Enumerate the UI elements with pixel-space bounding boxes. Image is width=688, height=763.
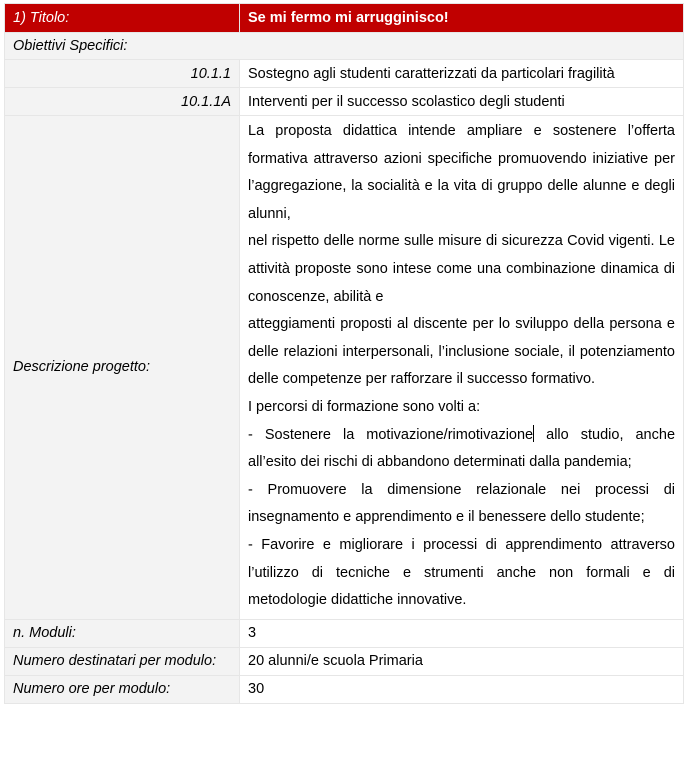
objective-row <box>5 88 684 116</box>
title-row <box>5 4 684 33</box>
description-text: - Sostenere la motivazione/rimotivazione <box>248 426 534 443</box>
description-text: allo studio, anche all’esito dei rischi di abbandono determinati dalla pandemia; <box>248 426 676 471</box>
hours-label: Numero ore per modulo: <box>5 675 240 703</box>
objective-text: Interventi per il successo scolastico degli studenti <box>240 88 684 116</box>
objectives-label: Obiettivi Specifici: <box>5 33 684 60</box>
description-cell[interactable] <box>240 116 684 620</box>
modules-row <box>5 619 684 647</box>
description-paragraph: atteggiamenti proposti al discente per lo sviluppo della persona e delle relazioni interpersonali, l’inclusione sociale, il potenziamento delle competenze per rafforzare il successo formativo. <box>248 316 675 388</box>
modules-label: n. Moduli: <box>5 619 240 647</box>
project-table <box>4 3 684 704</box>
description-paragraph: - Promuovere la dimensione relazionale nei processi di insegnamento e apprendimento e il benessere dello studente; <box>248 481 675 526</box>
objective-row <box>5 60 684 88</box>
description-paragraph: - Favorire e migliorare i processi di apprendimento attraverso l’utilizzo di tecniche e strumenti anche non formali e di metodologie didattiche innovative. <box>248 536 675 609</box>
recipients-row <box>5 647 684 675</box>
recipients-value: 20 alunni/e scuola Primaria <box>240 647 684 675</box>
objective-text: Sostegno agli studenti caratterizzati da particolari fragilità <box>240 60 684 88</box>
title-value: Se mi fermo mi arrugginisco! <box>240 4 684 33</box>
hours-row <box>5 675 684 703</box>
description-paragraph <box>248 422 675 477</box>
recipients-label: Numero destinatari per modulo: <box>5 647 240 675</box>
title-label: 1) Titolo: <box>5 4 240 33</box>
objectives-row <box>5 33 684 60</box>
hours-value: 30 <box>240 675 684 703</box>
description-label: Descrizione progetto: <box>5 116 240 620</box>
description-paragraph: I percorsi di formazione sono volti a: <box>248 398 481 415</box>
description-row <box>5 116 684 620</box>
description-paragraph: nel rispetto delle norme sulle misure di sicurezza Covid vigenti. Le attività proposte sono intese come una combinazione dinamica di conoscenze, abilità e <box>248 233 675 305</box>
modules-value: 3 <box>240 619 684 647</box>
objective-code: 10.1.1A <box>5 88 240 116</box>
description-paragraph: La proposta didattica intende ampliare e sostenere l’offerta formativa attraverso azioni specifiche promuovendo iniziative per l’aggregazione, la socialità e la vita di gruppo delle alunne e degli alunni, <box>248 123 675 222</box>
objective-code: 10.1.1 <box>5 60 240 88</box>
